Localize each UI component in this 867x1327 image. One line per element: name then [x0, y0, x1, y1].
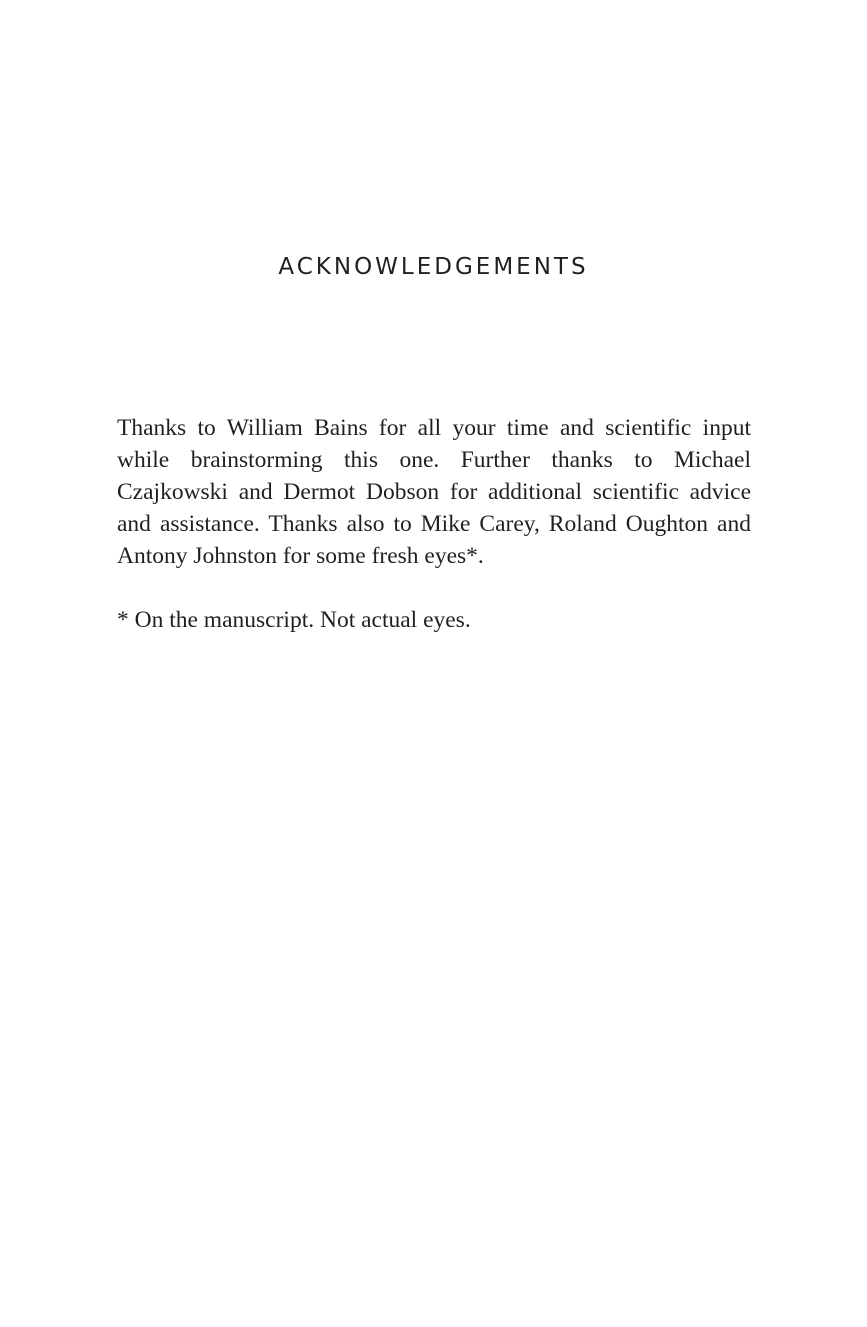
page-title: ACKNOWLEDGEMENTS — [278, 254, 589, 280]
acknowledgements-body — [117, 412, 751, 636]
acknowledgements-paragraph: Thanks to William Bains for all your time and scientific input while brainstorming this one. Further thanks to Michael Czajkowski and Dermot Dobson for additional scientific advice and assistance. Thanks also to Mike Carey, Roland Oughton and Antony Johnston for some fresh eyes*. — [117, 415, 751, 569]
footnote: * On the manuscript. Not actual eyes. — [117, 607, 471, 633]
